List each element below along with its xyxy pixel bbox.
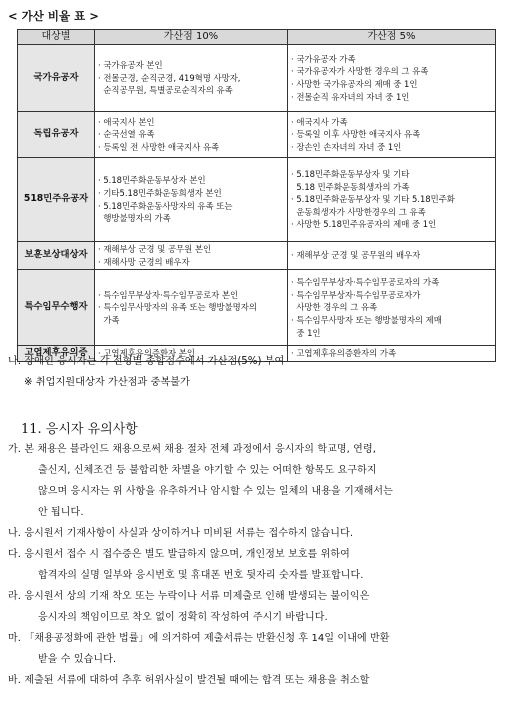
five-percent-cell [288, 112, 496, 158]
cell-line: · 사망한 5.18민주유공자의 제매 중 1인 [291, 219, 437, 230]
cell-line: · 5.18민주화운동부상자 본인 [98, 175, 206, 186]
row-category: 특수임무수행자 [18, 270, 95, 346]
cell-line: · 사망한 국가유공자의 제매 중 1인 [291, 79, 418, 89]
cell-line: · 전몰순직 유자녀의 자녀 중 1인 [291, 91, 410, 102]
notice-item-continuation: 출신지, 신체조건 등 불합리한 차별을 야기할 수 있는 어떠한 항목도 요구하지 [38, 464, 377, 476]
five-percent-cell [288, 158, 496, 242]
row-category: 고엽제후유의증 [18, 346, 95, 362]
notice-item-text: 가. 본 채용은 블라인드 채용으로써 채용 절차 전체 과정에서 응시자의 학교명, 연령, [8, 444, 376, 455]
bonus-rate-table [17, 29, 496, 362]
row-category: 518민주유공자 [18, 158, 95, 242]
notice-item [8, 629, 502, 671]
cell-line: · 고엽제후유의증환자 본인 [98, 348, 195, 359]
five-percent-cell [288, 270, 496, 346]
cell-line: · 특수임무부상자·특수임무공로자가 [291, 289, 421, 300]
notice-item [8, 671, 502, 692]
cell-line: · 국가유공자 본인 [98, 60, 163, 71]
header-five-percent: 가산점 5% [288, 30, 496, 45]
cell-line: · 애국지사 본인 [98, 116, 155, 127]
five-percent-cell [288, 242, 496, 270]
cell-line: · 5.18민주화운동부상자 및 기타 5.18민주화 [291, 194, 455, 205]
cell-line: 순직공무원, 특별공로순직자의 유족 [98, 85, 233, 96]
cell-line: 사망한 경우의 그 유족 [291, 302, 378, 313]
cell-line: · 특수임무사망자 또는 행방불명자의 제매 [291, 314, 442, 325]
table-row [18, 45, 496, 112]
cell-line: 운동희생자가 사망한경우의 그 유족 [291, 206, 426, 217]
five-percent-cell [288, 346, 496, 362]
section-title: 11. 응시자 유의사항 [21, 422, 138, 437]
header-category: 대상별 [18, 30, 95, 45]
five-percent-cell [288, 45, 496, 112]
notice-item-continuation: 않으며 응시자는 위 사항을 유추하거나 암시할 수 있는 일체의 내용을 기재해서는 [38, 485, 393, 497]
cell-line: · 전몰군경, 순직군경, 419혁명 사망자, [98, 72, 241, 83]
ten-percent-cell [95, 158, 288, 242]
cell-line: · 등록일 전 사망한 애국지사 유족 [98, 141, 220, 152]
cell-line: · 특수임무부상자·특수임무공로자의 가족 [291, 277, 440, 288]
cell-line: · 특수임무부상자·특수임무공로자 본인 [98, 289, 239, 300]
table-row [18, 158, 496, 242]
cell-line: · 등록일 이후 사망한 애국지사 유족 [291, 129, 421, 140]
notice-item-continuation: 응시자의 책임이므로 착오 없이 정확히 작성하여 주시기 바랍니다. [38, 611, 328, 623]
notice-item-continuation: 받을 수 있습니다. [38, 653, 117, 665]
row-category: 국가유공자 [18, 45, 95, 112]
cell-line: · 재해부상 군경 및 공무원 본인 [98, 244, 212, 254]
notice-item-continuation: 합격자의 실명 일부와 응시번호 및 휴대폰 번호 뒷자리 숫자를 발표합니다. [38, 569, 364, 581]
cell-line: 중 1인 [291, 327, 321, 338]
table-header-row [18, 30, 496, 45]
notice-item [8, 587, 502, 629]
cell-line: · 고엽제후유의증환자의 가족 [291, 348, 397, 359]
cell-line: · 국가유공자 가족 [291, 53, 356, 64]
table-row [18, 112, 496, 158]
table-row [18, 242, 496, 270]
cell-line: 5.18 민주화운동희생자의 가족 [291, 181, 410, 192]
ten-percent-cell [95, 242, 288, 270]
row-category: 보훈보상대상자 [18, 242, 95, 270]
cell-line: · 5.18민주화운동부상자 및 기타 [291, 169, 410, 180]
notice-item [8, 545, 502, 587]
cell-line: · 국가유공자가 사망한 경우의 그 유족 [291, 66, 429, 77]
row-category: 독립유공자 [18, 112, 95, 158]
reference-note: ※ 취업지원대상자 가산점과 중복불가 [24, 377, 190, 388]
cell-line: · 기타5.18민주화운동희생자 본인 [98, 187, 222, 198]
cell-line: · 순국선열 유족 [98, 129, 155, 140]
cell-line: · 특수임무사망자의 유족 또는 행방불명자의 [98, 302, 257, 313]
cell-line: · 재해사망 군경의 배우자 [98, 256, 190, 267]
cell-line: · 애국지사 가족 [291, 116, 348, 127]
table-heading: < 가산 비율 표 > [8, 9, 99, 23]
ten-percent-cell [95, 112, 288, 158]
ten-percent-cell [95, 45, 288, 112]
notice-item-text: 다. 응시원서 접수 시 접수증은 별도 발급하지 않으며, 개인정보 보호를 위하여 [8, 549, 350, 560]
cell-line: · 5.18민주화운동사망자의 유족 또는 [98, 200, 233, 211]
cell-line: 가족 [98, 314, 120, 325]
notice-item [8, 440, 502, 524]
cell-line: · 재해부상 군경 및 공무원의 배우자 [291, 250, 421, 261]
cell-line: 행방불명자의 가족 [98, 213, 171, 224]
disability-note: 나. 장애인 응시자는 각 전형별 종합점수에서 가산점(5%) 부여 [8, 356, 285, 367]
notice-item-text: 라. 응시원서 상의 기재 착오 또는 누락이나 서류 미제출로 인해 발생되는 불이익은 [8, 591, 370, 602]
cell-line: · 장손인 손자녀의 자녀 중 1인 [291, 141, 402, 152]
notice-item-text: 마. 「채용공정화에 관한 법률」에 의거하여 제출서류는 반환신청 후 14일 이내에 반환 [8, 633, 390, 644]
table-row [18, 270, 496, 346]
ten-percent-cell [95, 270, 288, 346]
notice-item-text: 나. 응시원서 기재사항이 사실과 상이하거나 미비된 서류는 접수하지 않습니다. [8, 528, 354, 539]
notice-item-continuation: 안 됩니다. [38, 506, 84, 518]
header-ten-percent: 가산점 10% [95, 30, 288, 45]
notice-item [8, 524, 502, 545]
notice-item-text: 바. 제출된 서류에 대하여 추후 허위사실이 발견될 때에는 합격 또는 채용을 취소할 [8, 675, 370, 686]
